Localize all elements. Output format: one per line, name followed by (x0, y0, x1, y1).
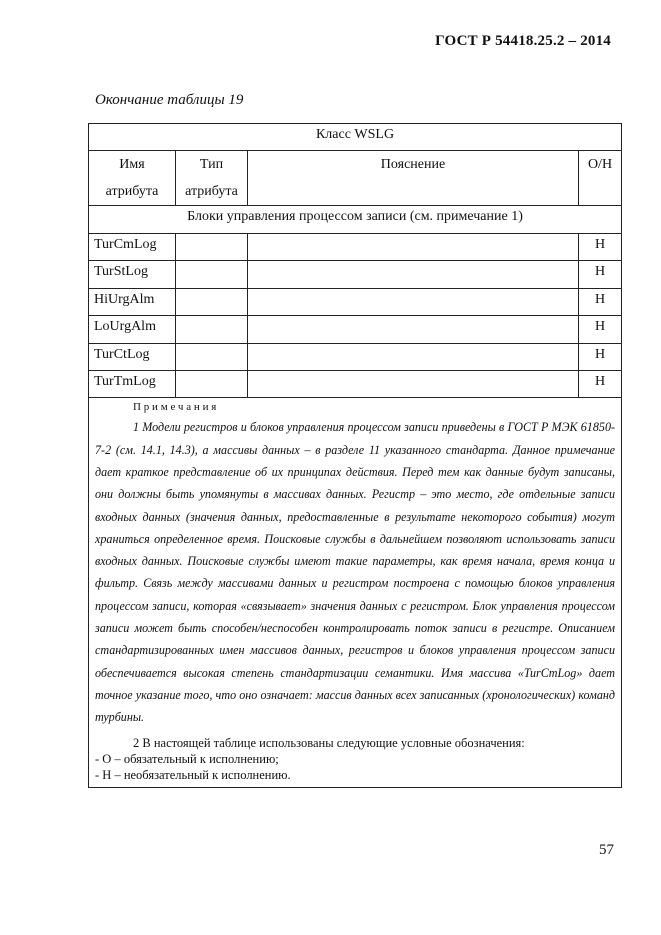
document-header: ГОСТ Р 54418.25.2 – 2014 (435, 33, 611, 49)
column-header-explanation: Пояснение (248, 151, 579, 206)
attribute-table (88, 123, 622, 788)
attribute-type (176, 288, 248, 315)
attribute-type (176, 234, 248, 261)
attribute-type (176, 261, 248, 288)
attribute-explanation (248, 316, 579, 343)
attribute-flag: Н (579, 261, 622, 288)
column-header-type-line1: Тип (199, 157, 224, 172)
attribute-name: TurCtLog (89, 343, 176, 370)
attribute-type (176, 343, 248, 370)
table-row (89, 288, 622, 315)
attribute-name: TurStLog (89, 261, 176, 288)
class-title: Класс WSLG (89, 124, 622, 151)
note-2-intro: 2 В настоящей таблице использованы следующие условные обозначения: (133, 735, 525, 750)
attribute-flag: Н (579, 288, 622, 315)
attribute-explanation (248, 343, 579, 370)
attribute-flag: Н (579, 370, 622, 397)
table-row (89, 316, 622, 343)
attribute-explanation (248, 288, 579, 315)
attribute-flag: Н (579, 316, 622, 343)
column-header-flag: О/Н (579, 151, 622, 206)
note-2-item-optional: - Н – необязательный к исполнению. (95, 767, 291, 782)
column-header-name-line2: атрибута (105, 184, 159, 199)
note-2 (95, 735, 615, 783)
table-row (89, 343, 622, 370)
attribute-name: HiUrgAlm (89, 288, 176, 315)
column-header-type-line2: атрибута (185, 184, 238, 199)
attribute-explanation (248, 261, 579, 288)
attribute-explanation (248, 370, 579, 397)
attribute-explanation (248, 234, 579, 261)
attribute-flag: Н (579, 234, 622, 261)
table-caption: Окончание таблицы 19 (95, 92, 244, 108)
notes-title: Примечания (133, 401, 220, 414)
attribute-type (176, 370, 248, 397)
attribute-flag: Н (579, 343, 622, 370)
column-header-name-line1: Имя (119, 157, 145, 172)
note-2-item-mandatory: - О – обязательный к исполнению; (95, 751, 279, 766)
page-number: 57 (599, 842, 614, 858)
attribute-name: LoUrgAlm (89, 316, 176, 343)
table-row (89, 261, 622, 288)
note-1: 1 Модели регистров и блоков управления процессом записи приведены в ГОСТ Р МЭК 61850-7-2 (см. 14.1, 14.3), а массивы данных – в разделе 11 указанного стандарта. Данное примечание дает краткое представление об их принципах действия. Перед тем как данные будут записаны, они должны быть упомянуты в массивах данных. Регистр – это место, где отдельные записи входных данных (значения данных, предоставленные в результате некоторого события) могут храниться определенное время. Поисковые службы в дальнейшем позволяют использовать записи входных данных. Поисковые службы имеют такие параметры, как время начала, время конца и фильтр. Связь между массивами данных и регистром построена с помощью блоков управления процессом записи, которая «связывает» значения данных с регистром. Блок управления процессом записи может быть способен/неспособен контролировать поток записи в регистре. Описанием стандартизированных имен массивов данных, регистров и блоков управления процессом записи обеспечивается высокая степень стандартизации семантики. Имя массива «TurCmLog» дает точное указание того, что оно означает: массив данных всех записанных (хронологических) команд турбины. (95, 420, 616, 725)
attribute-name: TurTmLog (89, 370, 176, 397)
attribute-type (176, 316, 248, 343)
attribute-name: TurCmLog (89, 234, 176, 261)
notes-cell (89, 398, 622, 787)
column-header-name (89, 151, 176, 206)
table-row (89, 370, 622, 397)
section-title: Блоки управления процессом записи (см. примечание 1) (89, 206, 622, 234)
column-header-type (176, 151, 248, 206)
table-row (89, 234, 622, 261)
